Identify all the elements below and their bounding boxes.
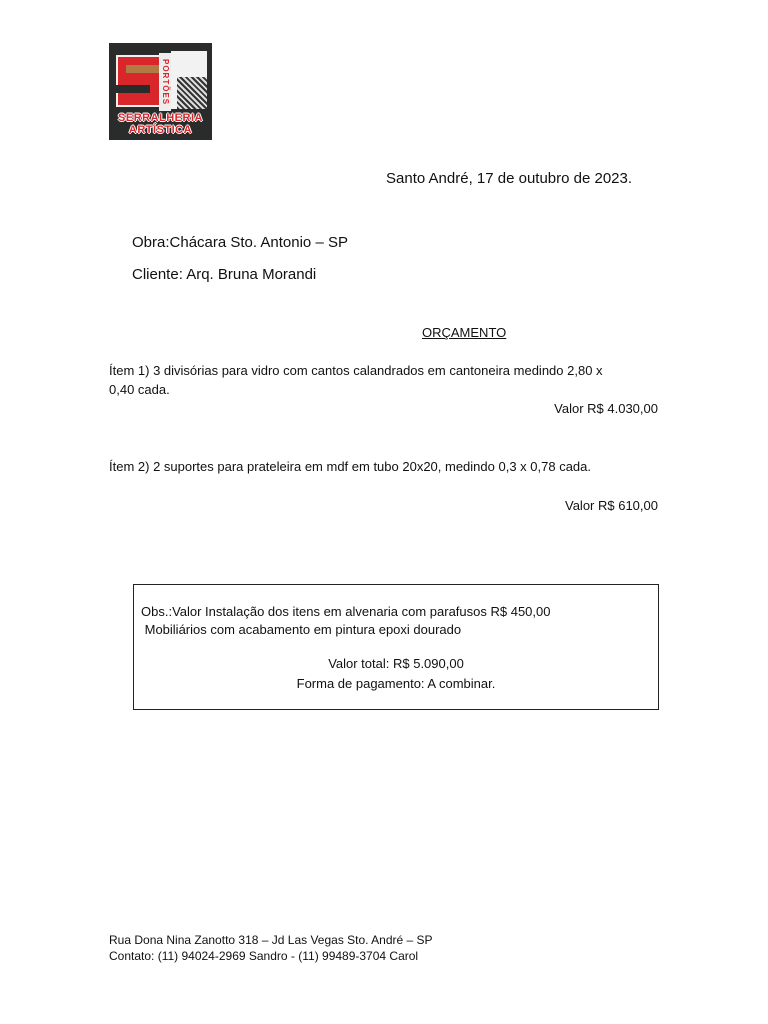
payment-terms: Forma de pagamento: A combinar. xyxy=(296,676,496,691)
document-title: ORÇAMENTO xyxy=(422,325,507,340)
footer-address: Rua Dona Nina Zanotto 318 – Jd Las Vegas Sto. André – SP xyxy=(109,933,433,947)
logo-f-hatch xyxy=(177,77,207,109)
item-1-description: Ítem 1) 3 divisórias para vidro com cantos calandrados em cantoneira medindo 2,80 x xyxy=(109,363,603,378)
item-2-description: Ítem 2) 2 suportes para prateleira em mdf em tubo 20x20, medindo 0,3 x 0,78 cada. xyxy=(109,459,591,474)
date-line: Santo André, 17 de outubro de 2023. xyxy=(386,170,633,187)
logo-portoes-text: PORTÕES xyxy=(159,53,171,111)
logo-line1: SERRALHERIA xyxy=(118,112,203,124)
logo-s-detail xyxy=(116,85,150,93)
obra-line: Obra:Chácara Sto. Antonio – SP xyxy=(132,234,348,251)
item-1-value: Valor R$ 4.030,00 xyxy=(554,401,658,416)
obs-installation: Obs.:Valor Instalação dos itens em alvenaria com parafusos R$ 450,00 xyxy=(141,604,551,619)
cliente-line: Cliente: Arq. Bruna Morandi xyxy=(132,266,317,283)
logo-s-letter xyxy=(116,55,162,107)
item-2-value: Valor R$ 610,00 xyxy=(565,498,658,513)
total-value: Valor total: R$ 5.090,00 xyxy=(328,656,464,671)
obs-finish: Mobiliários com acabamento em pintura epoxi dourado xyxy=(141,622,462,637)
logo-s-detail xyxy=(126,65,160,73)
item-1-description-cont: 0,40 cada. xyxy=(109,382,170,397)
footer-contact: Contato: (11) 94024-2969 Sandro - (11) 99489-3704 Carol xyxy=(109,949,419,963)
company-logo xyxy=(109,43,212,140)
logo-line2: ARTÍSTICA xyxy=(128,124,193,136)
observations-box xyxy=(133,584,659,710)
